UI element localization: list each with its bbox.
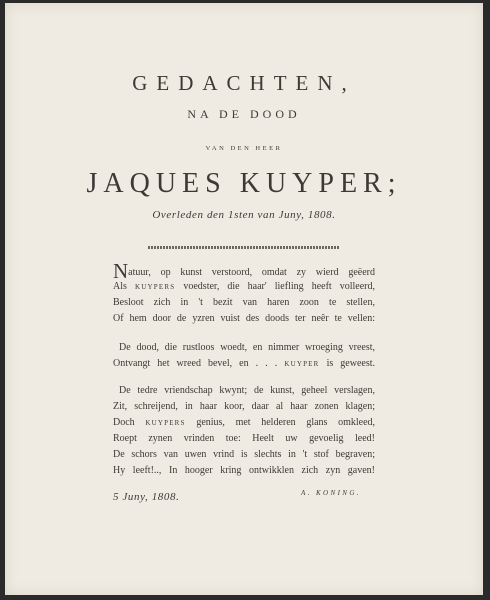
poem-line: De dood, die rustloos woedt, en nimmer wroeging vreest, xyxy=(119,342,375,353)
poem-line: Ontvangt het wreed bevel, en . . . KUYPER is geweest. xyxy=(113,358,375,369)
document-title: GEDACHTEN, xyxy=(132,71,356,95)
poem-line: Roept zynen vrinden toe: Heelt uw gevoelig leed! xyxy=(113,433,375,444)
poem-line: Besloot zich in 't bezit van haren zoon te stellen, xyxy=(113,297,375,308)
footer-date: 5 Juny, 1808. xyxy=(113,491,180,503)
deceased-name: JAQUES KUYPER; xyxy=(86,168,402,199)
document-subtitle: NA DE DOOD xyxy=(187,107,301,121)
poem-line: De schors van uwen vrind is slechts in 't stof begraven; xyxy=(113,449,375,460)
poem-line: De tedre vriendschap kwynt; de kunst, geheel verslagen, xyxy=(119,385,375,396)
ornamental-divider xyxy=(148,246,340,249)
poem-line: Natuur, op kunst verstoord, omdat zy wierd geëerd xyxy=(113,259,375,283)
document-page xyxy=(5,3,483,595)
drop-cap: N xyxy=(113,259,129,283)
poem-line: Als KUYPERS voedster, die haar' liefling heeft volleerd, xyxy=(113,281,376,292)
poem-line: Zit, schreijend, in haar koor, daar al haar zonen klagen; xyxy=(113,401,375,412)
author-signature: A. KONING. xyxy=(301,489,361,497)
death-date: Overleden den 1sten van Juny, 1808. xyxy=(152,209,336,221)
poem-stanza-3 xyxy=(113,383,375,479)
poem-line: Hy leeft!.., In hooger kring ontwikklen zich zyn gaven! xyxy=(113,465,375,476)
poem-line: Of hem door de yzren vuist des doods ter neêr te vellen: xyxy=(113,313,375,324)
document-preposition: VAN DEN HEER xyxy=(205,145,283,152)
poem-line: Doch KUYPERS genius, met helderen glans omkleed, xyxy=(113,417,376,428)
poem-stanza-1 xyxy=(113,259,376,327)
poem-stanza-2 xyxy=(113,340,375,372)
